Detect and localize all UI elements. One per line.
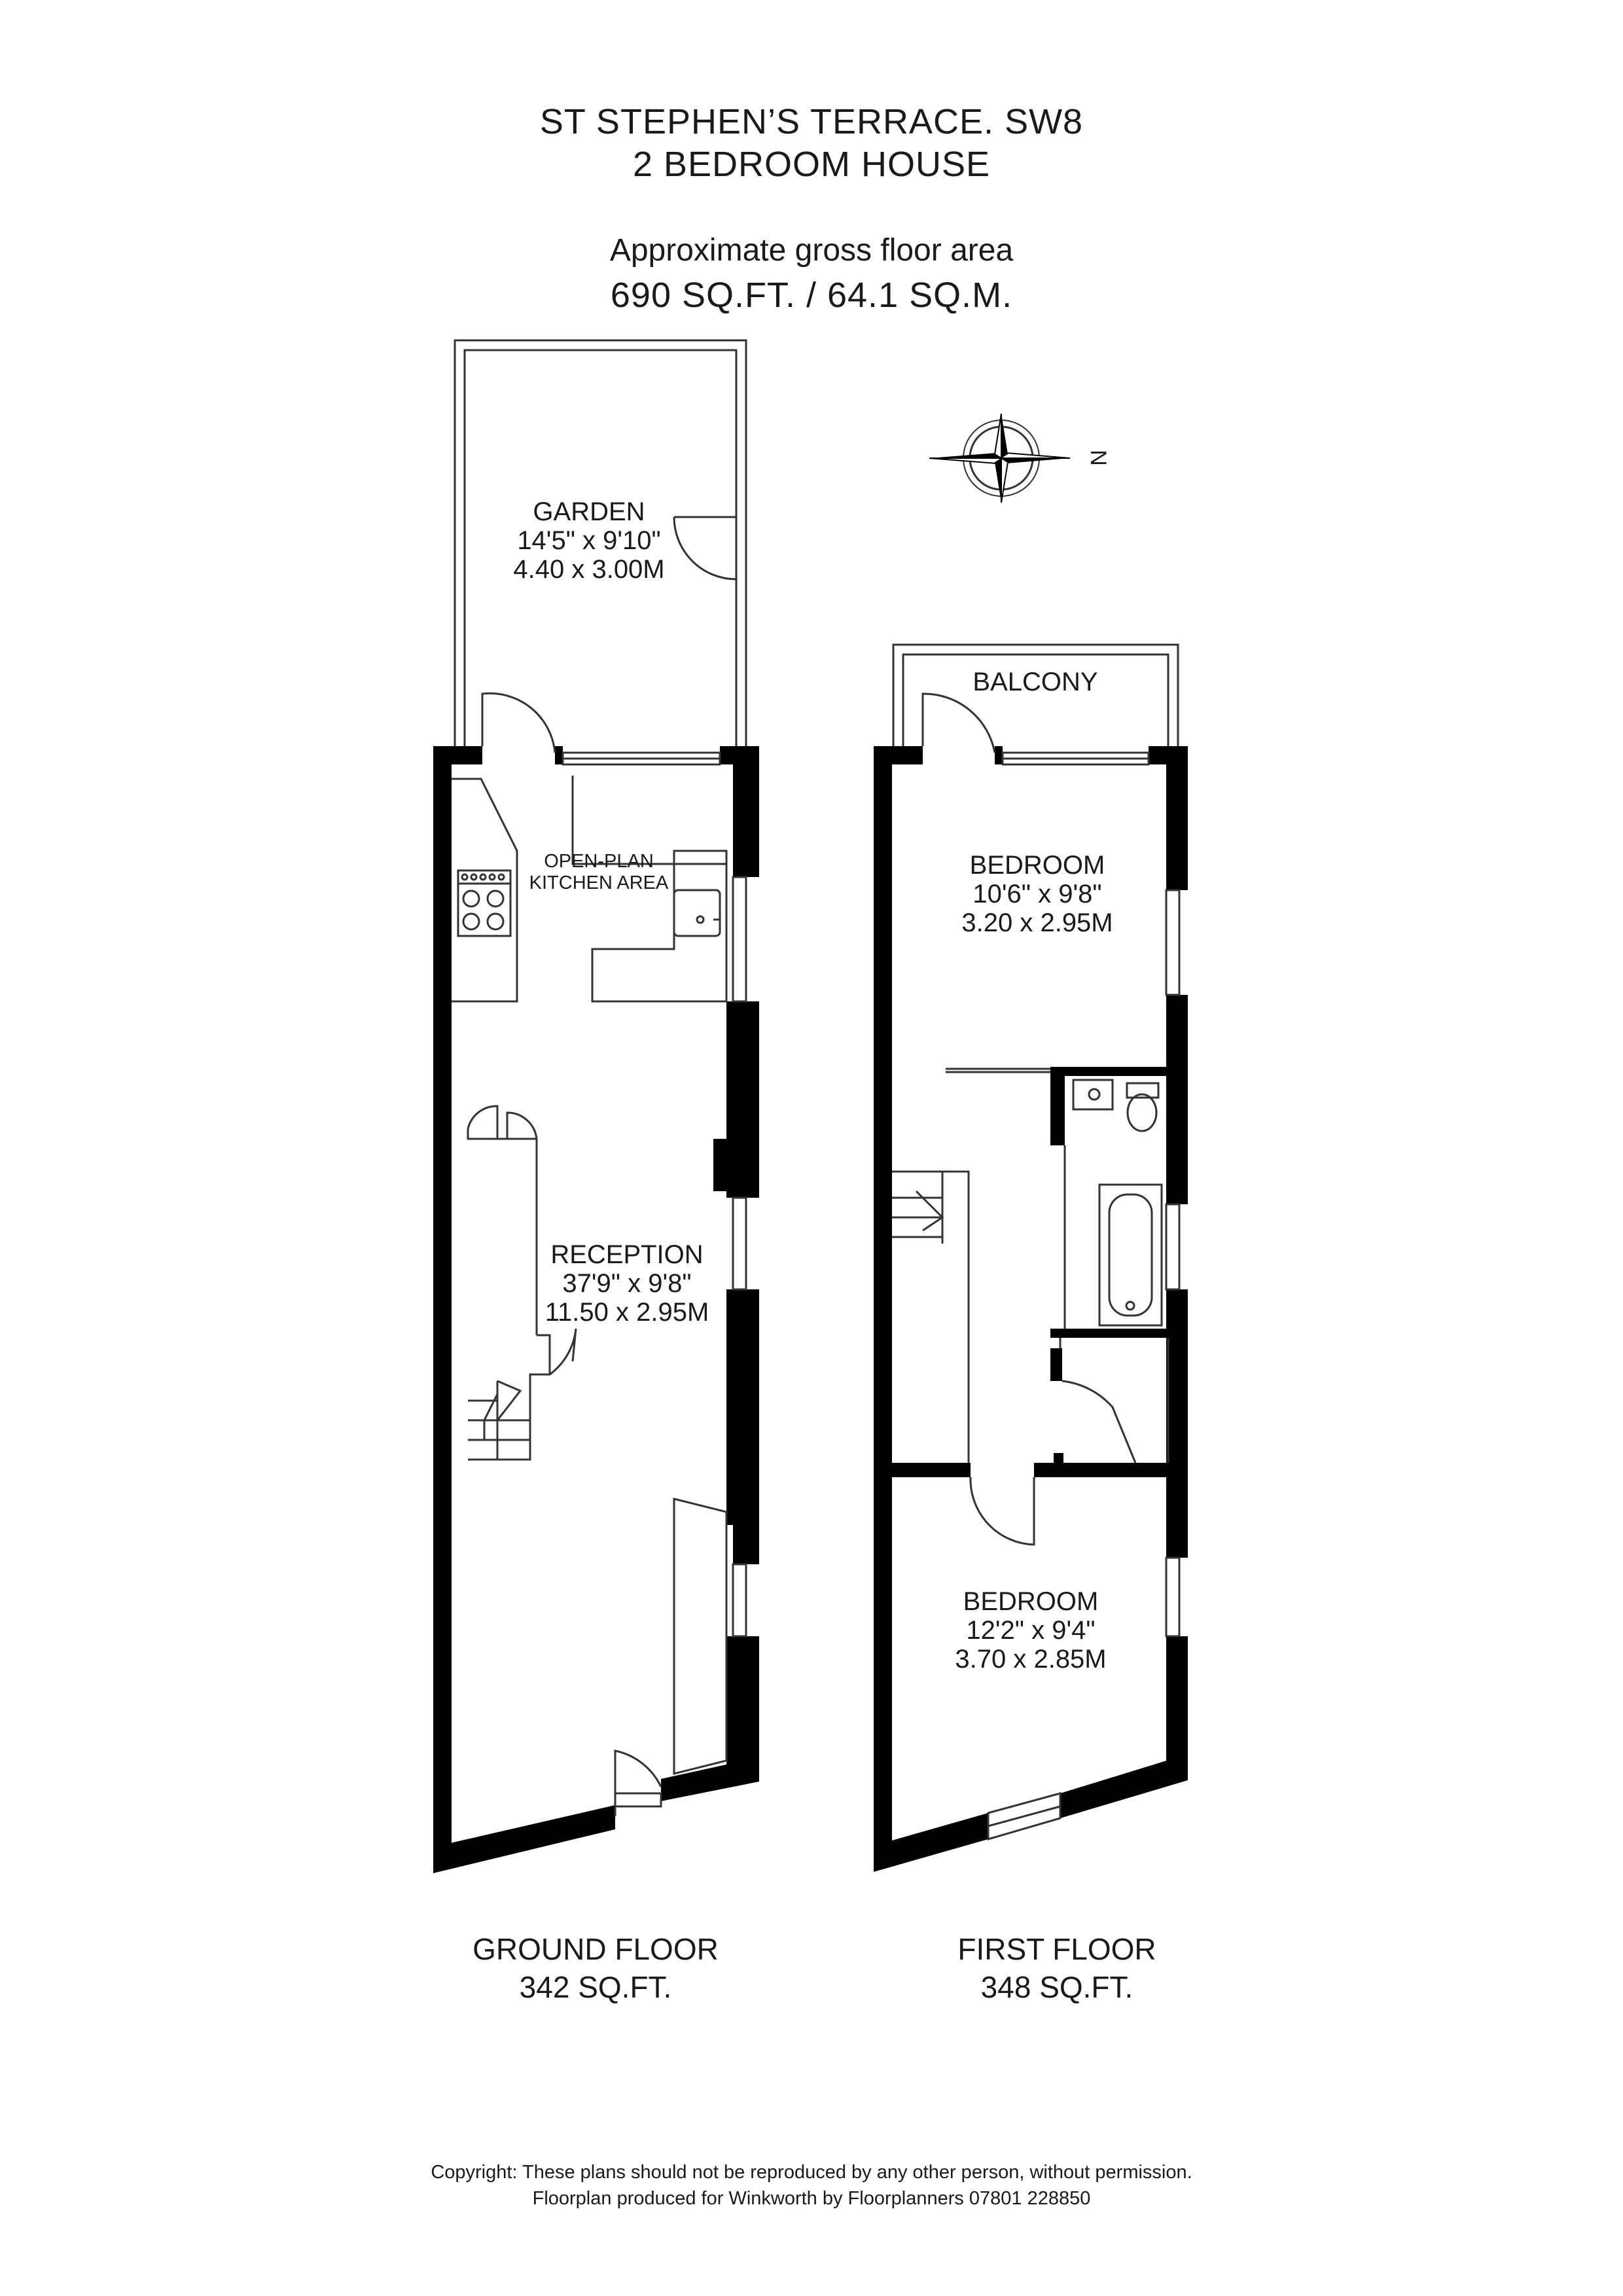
bedroom-2-name: BEDROOM (963, 1587, 1099, 1616)
first-floor-name: FIRST FLOOR (957, 1932, 1156, 1966)
garden-gate (674, 517, 736, 579)
reception-metric: 11.50 x 2.95M (544, 1298, 709, 1327)
bedroom-1-label (961, 851, 1113, 937)
kitchen-line-2: KITCHEN AREA (529, 872, 669, 894)
ground-floor-area: 342 SQ.FT. (519, 1969, 672, 2004)
reception-imperial: 37'9" x 9'8" (562, 1269, 692, 1298)
compass-icon (929, 414, 1070, 503)
credit-text: Floorplan produced for Winkworth by Floorplanners 07801 228850 (532, 2188, 1091, 2209)
upper-staircase-icon (892, 1172, 942, 1244)
sink-icon (674, 890, 720, 936)
ground-floor-name: GROUND FLOOR (473, 1932, 719, 1966)
staircase-icon (468, 1381, 530, 1460)
area-caption: Approximate gross floor area (609, 233, 1014, 268)
bedroom-2-imperial: 12'2" x 9'4" (966, 1616, 1096, 1645)
title-line-2: 2 BEDROOM HOUSE (632, 145, 991, 184)
garden-metric: 4.40 x 3.00M (513, 555, 665, 584)
title-line-1: ST STEPHEN’S TERRACE. SW8 (539, 102, 1084, 141)
garden-label (513, 497, 664, 584)
hob-icon (458, 870, 510, 936)
reception-name: RECEPTION (550, 1240, 704, 1269)
toilet-icon (1127, 1083, 1158, 1131)
balcony-label: BALCONY (972, 668, 1098, 696)
ground-floor-caption (473, 1931, 719, 2006)
bedroom-2-metric: 3.70 x 2.85M (955, 1645, 1107, 1674)
reception-label (545, 1240, 709, 1327)
bathtub-icon (1099, 1185, 1162, 1325)
compass-north-label: N (1085, 450, 1111, 466)
bedroom-1-metric: 3.20 x 2.95M (961, 908, 1113, 937)
bedroom-2-label (955, 1587, 1106, 1674)
kitchen-line-1: OPEN-PLAN (544, 851, 654, 872)
garden-name: GARDEN (533, 497, 645, 526)
first-floor-area: 348 SQ.FT. (980, 1969, 1133, 2004)
bedroom-1-imperial: 10'6" x 9'8" (972, 880, 1102, 908)
bedroom-1-name: BEDROOM (969, 851, 1105, 880)
copyright-text: Copyright: These plans should not be reproduced by any other person, without permission. (431, 2162, 1192, 2183)
kitchen-counter (452, 779, 517, 1001)
ensuite-basin-icon (1073, 1080, 1113, 1109)
kitchen-label (529, 851, 669, 895)
area-value: 690 SQ.FT. / 64.1 SQ.M. (610, 276, 1013, 315)
first-floor-caption (957, 1931, 1156, 2006)
garden-imperial: 14'5" x 9'10" (517, 526, 661, 555)
